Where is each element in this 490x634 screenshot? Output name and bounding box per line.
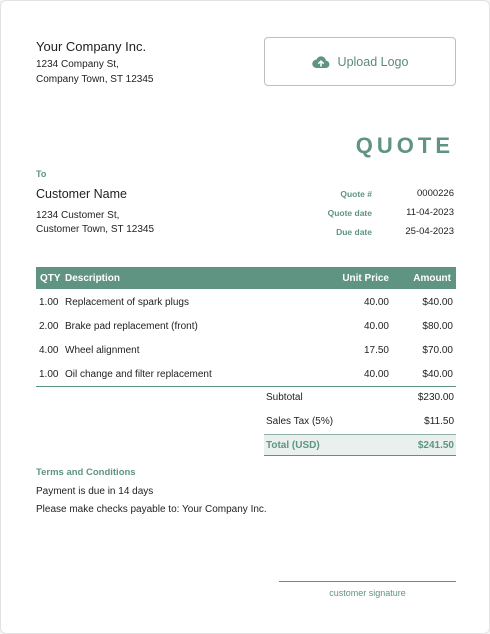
terms-line: Please make checks payable to: Your Company Inc. [36, 504, 267, 515]
to-label: To [36, 169, 47, 179]
total-row [264, 434, 456, 456]
table-row [36, 291, 456, 315]
terms-title: Terms and Conditions [36, 467, 136, 478]
row-unit-price: 40.00 [363, 297, 389, 308]
subtotal-value: $230.00 [417, 392, 454, 403]
company-address-line2: Company Town, ST 12345 [36, 74, 154, 85]
row-amount: $40.00 [422, 297, 453, 308]
row-amount: $40.00 [422, 369, 453, 380]
document-title: QUOTE [355, 133, 454, 158]
table-row [36, 363, 456, 387]
sales-tax-label: Sales Tax (5%) [266, 416, 334, 427]
row-unit-price: 40.00 [363, 369, 389, 380]
due-date-label: Due date [336, 227, 372, 237]
upload-logo-label: Upload Logo [337, 54, 409, 69]
quote-number-label: Quote # [340, 189, 372, 199]
upload-logo-button[interactable] [264, 37, 456, 86]
quote-number-value: 0000226 [417, 188, 454, 199]
row-qty: 1.00 [39, 297, 59, 308]
signature-line [279, 581, 456, 582]
customer-address-line1: 1234 Customer St, [36, 210, 120, 221]
header-amount: Amount [413, 273, 451, 284]
row-unit-price: 17.50 [363, 345, 389, 356]
row-description: Wheel alignment [65, 345, 140, 356]
quote-date-value: 11-04-2023 [406, 207, 454, 218]
header-description: Description [65, 273, 121, 284]
subtotal-row [264, 387, 456, 409]
customer-name: Customer Name [36, 187, 127, 201]
cloud-upload-icon [312, 55, 330, 69]
row-unit-price: 40.00 [363, 321, 389, 332]
table-row [36, 315, 456, 339]
row-qty: 2.00 [39, 321, 59, 332]
header-unit-price: Unit Price [342, 273, 389, 284]
row-qty: 4.00 [39, 345, 59, 356]
items-table-header [36, 267, 456, 289]
signature-label: customer signature [329, 588, 406, 598]
company-name: Your Company Inc. [36, 39, 147, 54]
row-amount: $70.00 [422, 345, 453, 356]
customer-address-line2: Customer Town, ST 12345 [36, 224, 155, 235]
row-qty: 1.00 [39, 369, 59, 380]
total-value: $241.50 [417, 440, 454, 451]
terms-line: Payment is due in 14 days [36, 486, 154, 497]
row-description: Brake pad replacement (front) [65, 321, 198, 332]
subtotal-label: Subtotal [266, 392, 303, 403]
due-date-value: 25-04-2023 [405, 226, 454, 237]
sales-tax-value: $11.50 [424, 416, 454, 427]
table-row [36, 339, 456, 363]
row-amount: $80.00 [422, 321, 453, 332]
sales-tax-row [264, 411, 456, 433]
quote-date-label: Quote date [327, 208, 372, 218]
row-description: Oil change and filter replacement [65, 369, 212, 380]
row-description: Replacement of spark plugs [65, 297, 189, 308]
company-address-line1: 1234 Company St, [36, 59, 119, 70]
total-label: Total (USD) [266, 440, 320, 451]
header-qty: QTY [40, 273, 61, 284]
